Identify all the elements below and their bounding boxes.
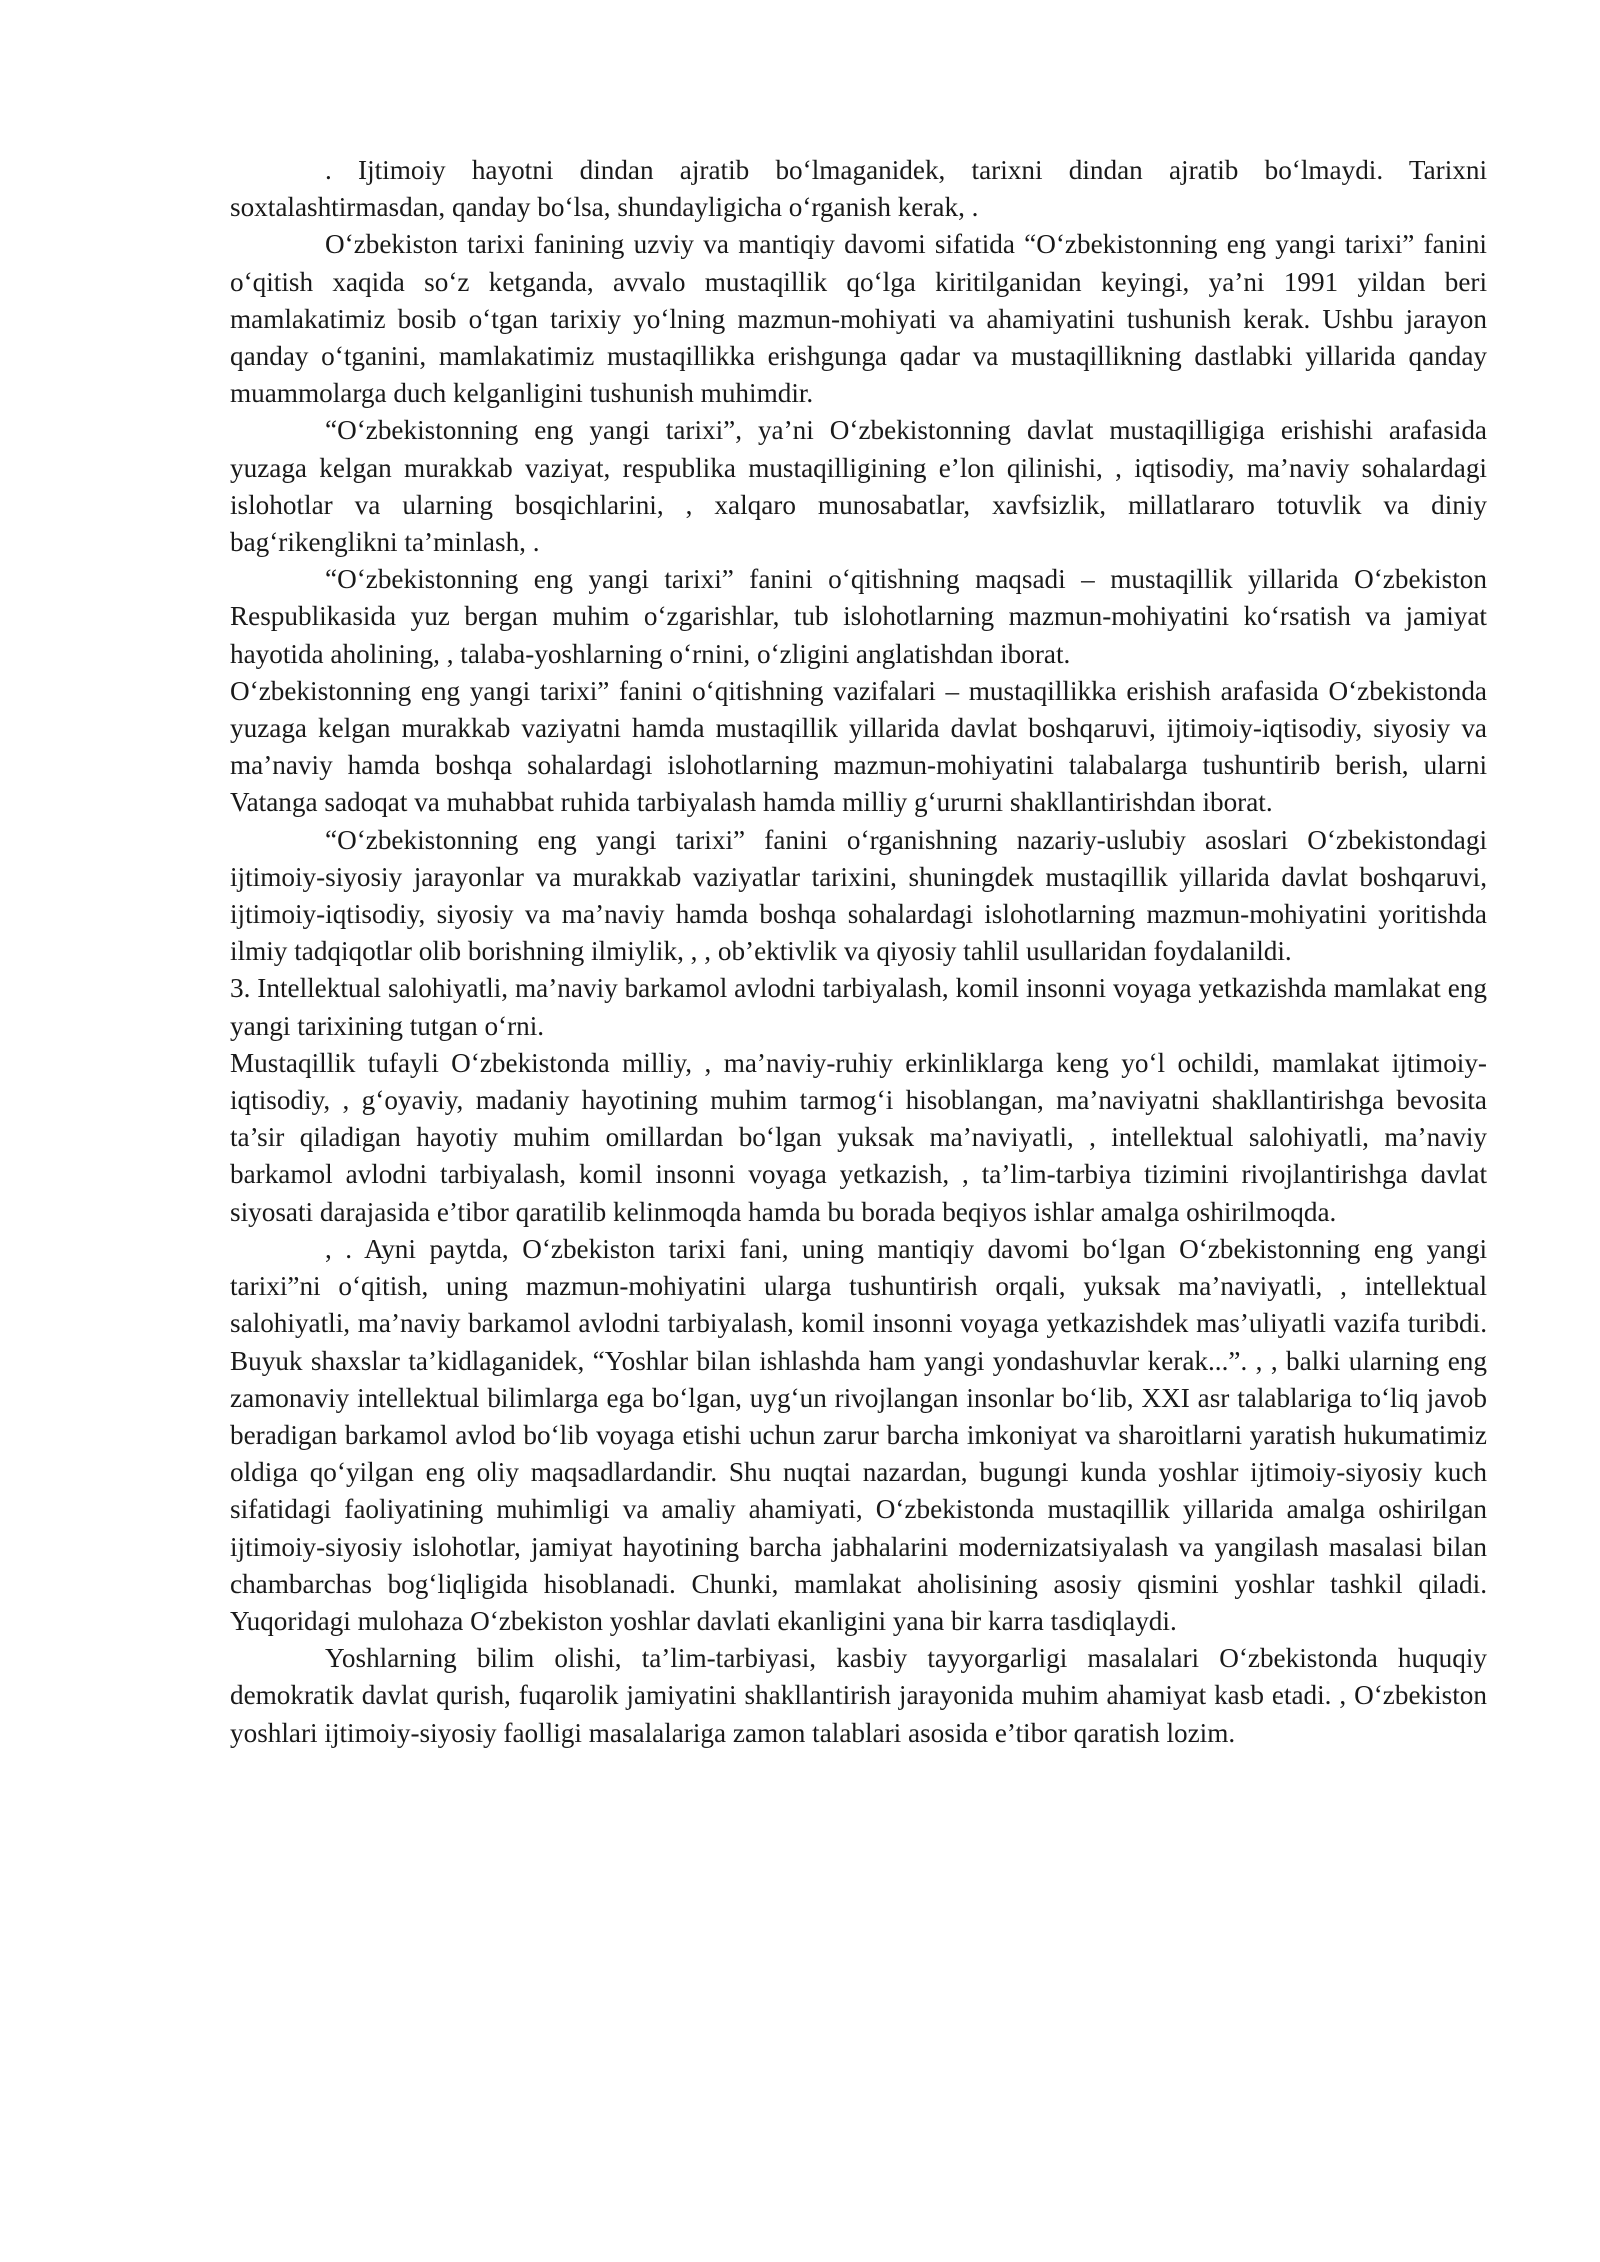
paragraph: “O‘zbekistonning eng yangi tarixi”, ya’ni O‘zbekistonning davlat mustaqilligiga erishishi arafasida yuzaga kelgan murakkab vaziyat, respublika mustaqilligining e’lon qilinishi, , iqtisodiy, ma’naviy sohalardagi islohotlar va ularning bosqichlarini, , xalqaro munosabatlar, xavfsizlik, millatlararo totuvlik va diniy bag‘rikenglikni ta’minlash, .	[230, 415, 1487, 558]
paragraph: . Ijtimoiy hayotni dindan ajratib bo‘lmaganidek, tarixni dindan ajratib bo‘lmaydi. Tarixni soxtalashtirmasdan, qanday bo‘lsa, shundayligicha o‘rganish kerak, .	[230, 155, 1487, 223]
paragraph: O‘zbekistonning eng yangi tarixi” fanini o‘qitishning vazifalari – mustaqillikka erishish arafasida O‘zbekistonda yuzaga kelgan murakkab vaziyatni hamda mustaqillik yillarida davlat boshqaruvi, ijtimoiy-iqtisodiy, siyosiy va ma’naviy hamda boshqa sohalardagi islohotlarning mazmun-mohiyatini talabalarga tushuntirib berish, ularni Vatanga sadoqat va muhabbat ruhida tarbiyalash hamda milliy g‘ururni shakllantirishdan iborat.	[230, 675, 1487, 818]
section-heading: 3. Intellektual salohiyatli, ma’naviy barkamol avlodni tarbiyalash, komil insonni voyaga yetkazishda mamlakat eng yangi tarixining tutgan o‘rni.	[230, 973, 1487, 1041]
paragraph: “O‘zbekistonning eng yangi tarixi” fanini o‘qitishning maqsadi – mustaqillik yillarida O‘zbekiston Respublikasida yuz bergan muhim o‘zgarishlar, tub islohotlarning mazmun-mohiyatini ko‘rsatish va jamiyat hayotida aholining, , talaba-yoshlarning o‘rnini, o‘zligini anglatishdan iborat.	[230, 564, 1487, 669]
paragraph: “O‘zbekistonning eng yangi tarixi” fanini o‘rganishning nazariy-uslubiy asoslari O‘zbekistondagi ijtimoiy-siyosiy jarayonlar va murakkab vaziyatlar tarixini, shuningdek mustaqillik yillarida davlat boshqaruvi, ijtimoiy-iqtisodiy, siyosiy va ma’naviy hamda boshqa sohalardagi islohotlarning mazmun-mohiyatini yoritishda ilmiy tadqiqotlar olib borishning ilmiylik, , , ob’ektivlik va qiyosiy tahlil usullaridan foydalanildi.	[230, 824, 1487, 967]
paragraph: Mustaqillik tufayli O‘zbekistonda milliy, , ma’naviy-ruhiy erkinliklarga keng yo‘l ochildi, mamlakat ijtimoiy-iqtisodiy, , g‘oyaviy, madaniy hayotining muhim tarmog‘i hisoblangan, ma’naviyatni shakllantirishga bevosita ta’sir qiladigan hayotiy muhim omillardan bo‘lgan yuksak ma’naviyatli, , intellektual salohiyatli, ma’naviy barkamol avlodni tarbiyalash, komil insonni voyaga yetkazish, , ta’lim-tarbiya tizimini rivojlantirishga davlat siyosati darajasida e’tibor qaratilib kelinmoqda hamda bu borada beqiyos ishlar amalga oshirilmoqda.	[230, 1047, 1487, 1227]
paragraph: O‘zbekiston tarixi fanining uzviy va mantiqiy davomi sifatida “O‘zbekistonning eng yangi tarixi” fanini o‘qitish xaqida so‘z ketganda, avvalo mustaqillik qo‘lga kiritilganidan keyingi, ya’ni 1991 yildan beri mamlakatimiz bosib o‘tgan tarixiy yo‘lning mazmun-mohiyati va ahamiyatini tushunish kerak. Ushbu jarayon qanday o‘tganini, mamlakatimiz mustaqillikka erishgunga qadar va mustaqillikning dastlabki yillarida qanday muammolarga duch kelganligini tushunish muhimdir.	[230, 229, 1487, 409]
document-page	[230, 152, 1487, 1752]
paragraph: Yoshlarning bilim olishi, ta’lim-tarbiyasi, kasbiy tayyorgarligi masalalari O‘zbekistonda huquqiy demokratik davlat qurish, fuqarolik jamiyatini shakllantirish jarayonida muhim ahamiyat kasb etadi. , O‘zbekiston yoshlari ijtimoiy-siyosiy faolligi masalalariga zamon talablari asosida e’tibor qaratish lozim.	[230, 1643, 1487, 1748]
paragraph: , . Ayni paytda, O‘zbekiston tarixi fani, uning mantiqiy davomi bo‘lgan O‘zbekistonning eng yangi tarixi”ni o‘qitish, uning mazmun-mohiyatini ularga tushuntirish orqali, yuksak ma’naviyatli, , intellektual salohiyatli, ma’naviy barkamol avlodni tarbiyalash, komil insonni voyaga yetkazishdek mas’uliyatli vazifa turibdi. Buyuk shaxslar ta’kidlaganidek, “Yoshlar bilan ishlashda ham yangi yondashuvlar kerak...”. , , balki ularning eng zamonaviy intellektual bilimlarga ega bo‘lgan, uyg‘un rivojlangan insonlar bo‘lib, XXI asr talablariga to‘liq javob beradigan barkamol avlod bo‘lib voyaga etishi uchun zarur barcha imkoniyat va sharoitlarni yaratish hukumatimiz oldiga qo‘yilgan eng oliy maqsadlardandir. Shu nuqtai nazardan, bugungi kunda yoshlar ijtimoiy-siyosiy kuch sifatidagi faoliyatining muhimligi va amaliy ahamiyati, O‘zbekistonda mustaqillik yillarida amalga oshirilgan ijtimoiy-siyosiy islohotlar, jamiyat hayotining barcha jabhalarini modernizatsiyalash va yangilash masalasi bilan chambarchas bog‘liqligida hisoblanadi. Chunki, mamlakat aholisining asosiy qismini yoshlar tashkil qiladi. Yuqoridagi mulohaza O‘zbekiston yoshlar davlati ekanligini yana bir karra tasdiqlaydi.	[230, 1233, 1487, 1636]
